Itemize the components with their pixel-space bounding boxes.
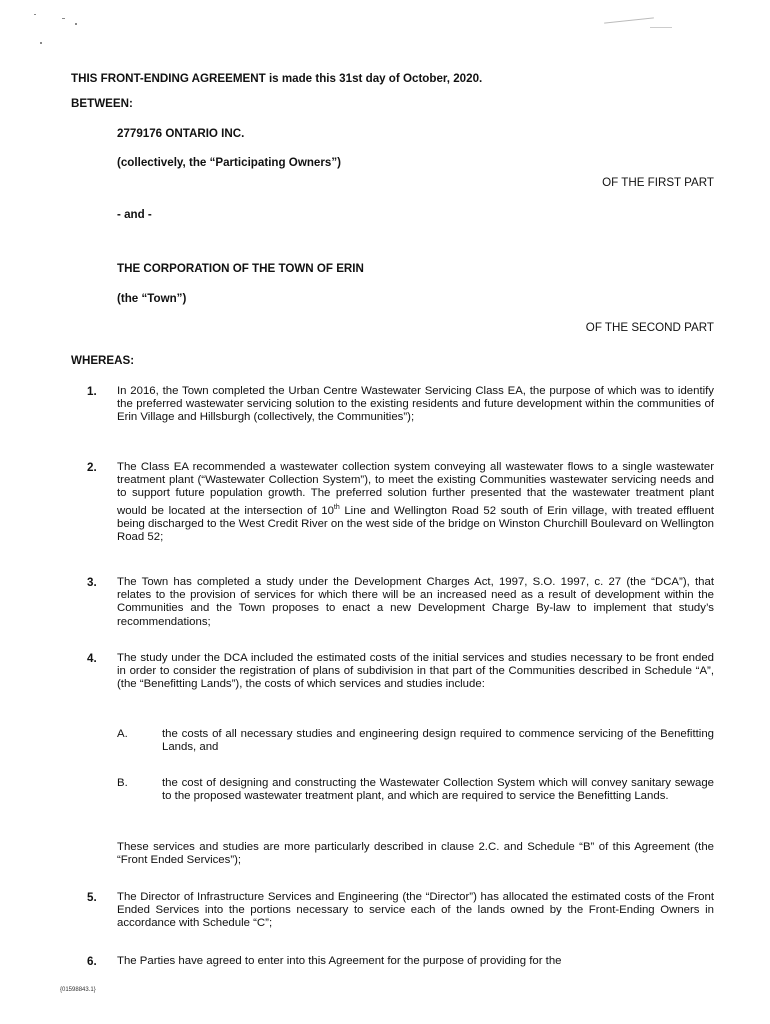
scan-speck: [650, 27, 672, 28]
recital-number: 3.: [87, 576, 97, 589]
scan-speck: [40, 42, 42, 44]
first-part-label: OF THE FIRST PART: [602, 176, 714, 189]
recital-number: 1.: [87, 385, 97, 398]
services-note: These services and studies are more particularly described in clause 2.C. and Schedule “B” of this Agreement (the “Front Ended Services”);: [117, 841, 714, 867]
first-party-name: 2779176 ONTARIO INC.: [117, 127, 245, 140]
second-part-label: OF THE SECOND PART: [585, 321, 714, 334]
recital-text: The Director of Infrastructure Services and Engineering (the “Director”) has allocated the estimated costs of the Front Ended Services into the portions necessary to service each of the lands owned by the Front-Ending Owners in accordance with Schedule “C”;: [117, 891, 714, 930]
ordinal-suffix: th: [333, 503, 340, 511]
scan-speck: [604, 17, 654, 23]
document-id: {01598843.1}: [60, 987, 96, 993]
scan-speck: [62, 18, 65, 19]
recital-text: In 2016, the Town completed the Urban Centre Wastewater Servicing Class EA, the purpose of which was to identify the preferred wastewater servicing solution to the existing residents and future development within the communities of Erin Village and Hillsburgh (collectively, the Communities”);: [117, 385, 714, 424]
second-party-description: (the “Town”): [117, 292, 187, 305]
scan-speck: [75, 23, 77, 25]
scan-speck: [34, 14, 36, 15]
subitem-label: A.: [117, 728, 128, 740]
recital-text-part: The Class EA recommended a wastewater collection system conveying all wastewater flows to a single wastewater treatment plant (“Wastewater Collection System”), to meet the existing Communities wastewater servicing needs and to support future population growth. The preferred solution further presented that the wastewater treatment plant would be located at the intersection of 10: [117, 461, 714, 517]
recital-number: 6.: [87, 955, 97, 968]
recital-text: The study under the DCA included the estimated costs of the initial services and studies necessary to be front ended in order to consider the registration of plans of subdivision in that part of the Communities described in Schedule “A”, (the “Benefitting Lands”), the costs of which services and studies include:: [117, 652, 714, 691]
recital-text: The Parties have agreed to enter into this Agreement for the purpose of providing for the: [117, 955, 562, 967]
first-party-description: (collectively, the “Participating Owners”): [117, 156, 341, 169]
recital-text: [117, 461, 714, 544]
subitem-label: B.: [117, 777, 128, 789]
recital-text-part: Line and Wellington Road 52 south of Erin village, with treated effluent being discharged to the West Credit River on the west side of the bridge on Winston Churchill Boulevard on Wellington Road 52;: [117, 504, 714, 543]
agreement-opening: THIS FRONT-ENDING AGREEMENT is made this 31st day of October, 2020.: [71, 72, 483, 85]
subitem-text: the costs of all necessary studies and engineering design required to commence servicing of the Benefitting Lands, and: [162, 728, 714, 754]
recital-number: 2.: [87, 461, 97, 474]
recital-number: 5.: [87, 891, 97, 904]
second-party-name: THE CORPORATION OF THE TOWN OF ERIN: [117, 262, 364, 275]
recital-text: The Town has completed a study under the Development Charges Act, 1997, S.O. 1997, c. 27 (the “DCA”), that relates to the provision of services for which there will be an increased need as a result of development within the Communities and the Town proposes to enact a new Development Charge By-law to implement that study’s recommendations;: [117, 576, 714, 628]
between-heading: BETWEEN:: [71, 97, 133, 110]
recital-number: 4.: [87, 652, 97, 665]
whereas-heading: WHEREAS:: [71, 354, 135, 367]
subitem-text: the cost of designing and constructing the Wastewater Collection System which will convey sanitary sewage to the proposed wastewater treatment plant, and which are required to service the Benefitting Lands.: [162, 777, 714, 803]
and-separator: - and -: [117, 208, 152, 221]
